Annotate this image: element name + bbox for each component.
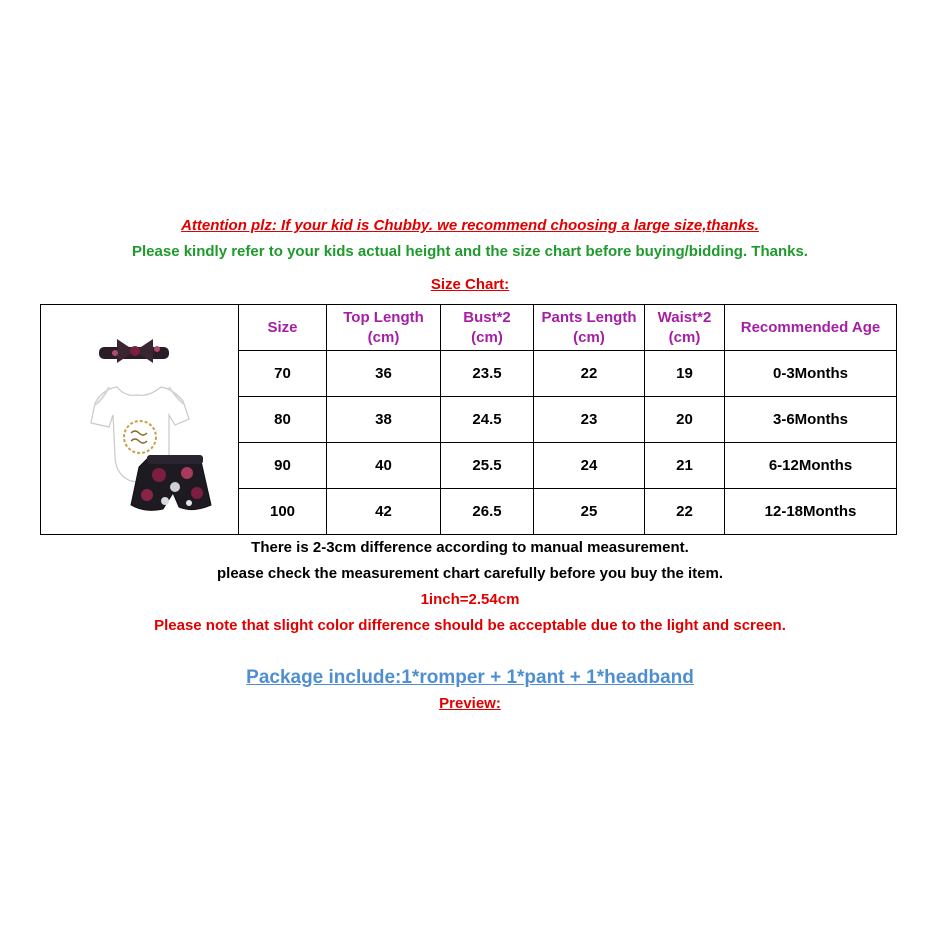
headband-icon <box>99 339 169 363</box>
cell-top-length: 36 <box>327 351 441 397</box>
inch-conversion-note: 1inch=2.54cm <box>420 591 520 608</box>
preview-label: Preview: <box>439 695 501 712</box>
cell-bust: 26.5 <box>441 489 534 535</box>
cell-bust: 24.5 <box>441 397 534 443</box>
cell-pants-length: 24 <box>534 443 645 489</box>
table-header-row <box>41 305 897 351</box>
cell-age: 12-18Months <box>725 489 897 535</box>
cell-waist: 19 <box>645 351 725 397</box>
check-chart-note: please check the measurement chart carefully before you buy the item. <box>216 565 723 582</box>
header-top-length: Top Length (cm) <box>327 305 441 351</box>
header-size: Size <box>239 305 327 351</box>
cell-size: 70 <box>239 351 327 397</box>
product-image <box>41 305 239 535</box>
cell-age: 3-6Months <box>725 397 897 443</box>
header-recommended-age: Recommended Age <box>725 305 897 351</box>
refer-notice: Please kindly refer to your kids actual height and the size chart before buying/bidding. Thanks. <box>132 243 808 260</box>
cell-top-length: 42 <box>327 489 441 535</box>
cell-pants-length: 25 <box>534 489 645 535</box>
cell-age: 6-12Months <box>725 443 897 489</box>
cell-pants-length: 23 <box>534 397 645 443</box>
cell-size: 80 <box>239 397 327 443</box>
cell-age: 0-3Months <box>725 351 897 397</box>
package-include-text: Package include:1*romper + 1*pant + 1*headband <box>246 667 694 688</box>
product-illustration <box>65 325 215 515</box>
size-chart-table <box>40 304 897 535</box>
cell-bust: 23.5 <box>441 351 534 397</box>
color-difference-note: Please note that slight color difference should be acceptable due to the light and screen. <box>154 617 786 634</box>
cell-waist: 22 <box>645 489 725 535</box>
header-waist: Waist*2 (cm) <box>645 305 725 351</box>
size-chart-label: Size Chart: <box>430 276 510 293</box>
header-pants-length: Pants Length (cm) <box>534 305 645 351</box>
shorts-icon <box>131 455 211 510</box>
cell-top-length: 38 <box>327 397 441 443</box>
cell-top-length: 40 <box>327 443 441 489</box>
cell-bust: 25.5 <box>441 443 534 489</box>
measurement-difference-note: There is 2-3cm difference according to manual measurement. <box>251 539 689 556</box>
cell-pants-length: 22 <box>534 351 645 397</box>
cell-waist: 20 <box>645 397 725 443</box>
header-bust: Bust*2 (cm) <box>441 305 534 351</box>
cell-waist: 21 <box>645 443 725 489</box>
attention-notice: Attention plz: If your kid is Chubby. we recommend choosing a large size,thanks. <box>181 217 759 234</box>
cell-size: 100 <box>239 489 327 535</box>
cell-size: 90 <box>239 443 327 489</box>
